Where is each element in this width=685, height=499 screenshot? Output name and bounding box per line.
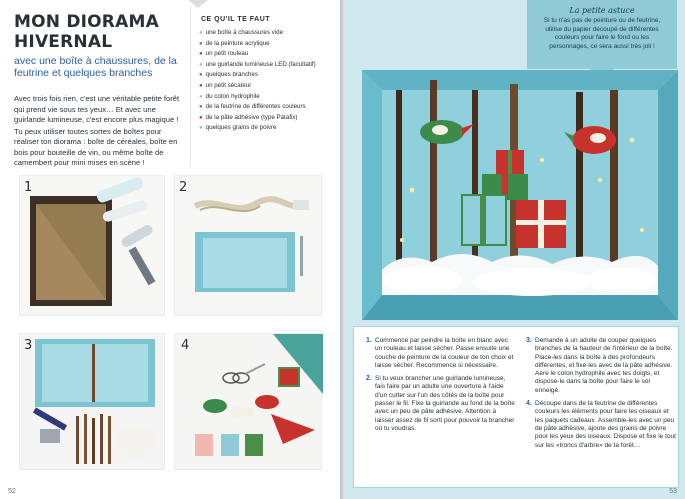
left-page [0, 0, 340, 499]
step-photo-1 [19, 175, 165, 316]
instruction-step [366, 337, 516, 370]
felt-cutouts-illustration [175, 334, 323, 471]
material-item: ● un petit rouleau [199, 49, 319, 60]
step-number: 3. [526, 337, 532, 344]
finished-diorama-photo [362, 70, 678, 320]
material-item: ● de la feutrine de différentes couleurs [199, 102, 319, 113]
page-title: MON DIORAMA HIVERNAL [14, 12, 159, 52]
materials-heading: CE QU'IL TE FAUT [201, 16, 271, 23]
step-photo-3 [19, 333, 165, 470]
step-photo-number: 1 [24, 180, 33, 195]
step-text: Commence par peindre la boîte en blanc avec un rouleau et laisse sécher. Passe ensuite une couche de peinture de la couleur de ton choix et laisse sécher. Recommence si nécessaire. [375, 337, 514, 369]
step-photo-number: 4 [181, 338, 190, 353]
materials-tab-decoration [188, 0, 208, 8]
step-number: 1. [366, 337, 372, 344]
step-photo-number: 2 [179, 180, 188, 195]
step-text: Demande à un adulte de couper quelques branches de la hauteur de l'intérieur de la boîte. Place-les dans la boîte à des profondeurs différentes, et fixe-les avec de la pâte adhésive. Aère le coton hydrophile avec tes doigts, et dispose-le dans la boîte pour faire le sol enneigé. [535, 337, 673, 394]
instructions-box [353, 326, 679, 488]
right-page [345, 0, 685, 499]
intro-text [14, 94, 184, 170]
instruction-step [526, 400, 676, 450]
painting-box-illustration [20, 176, 166, 317]
material-item: ● quelques branches [199, 70, 319, 81]
materials-box [190, 6, 320, 166]
step-photo-4 [174, 333, 322, 470]
instructions-column-1 [366, 337, 516, 438]
page-number: 52 [8, 488, 16, 495]
step-text: Découpe dans de la feutrine de différentes couleurs les éléments pour faire les oiseaux et les paquets cadeaux. Assemble-les avec un peu de pâte adhésive, ajoute des grains de poivre pour les yeux des oiseaux. Dispose et fixe le tout sur les «troncs d'arbre» de ta forêt… [535, 400, 676, 449]
tip-text: Si tu n'as pas de peinture ou de feutrine, utilise du papier découpé de différentes couleurs pour faire le fond ou les personnages, ce sera aussi très joli ! [543, 17, 661, 50]
material-item: ● de la peinture acrylique [199, 39, 319, 50]
intro-paragraph-1: Avec trois fois rien, c'est une véritable petite forêt qui prend vie sous tes yeux… Et avec une guirlande lumineuse, c'est encore plus magique ! [14, 94, 180, 124]
page-subtitle: avec une boîte à chaussures, de la feutrine et quelques branches [14, 55, 177, 79]
material-item: ● une guirlande lumineuse LED (facultatif) [199, 60, 319, 71]
step-number: 4. [526, 400, 532, 408]
instruction-step [366, 375, 516, 433]
materials-list [199, 28, 319, 134]
intro-paragraph-2: Tu peux utiliser toutes sortes de boîtes pour réaliser ton diorama : boîte de céréales, boîte en bois pour bouteille de vin, ou même boîte de camembert pour mini mises en scène ! [14, 126, 178, 167]
material-item: ● quelques grains de poivre [199, 123, 319, 134]
material-item: ● une boîte à chaussures vide [199, 28, 319, 39]
step-text: Si tu veux brancher une guirlande lumineuse, fais faire par un adulte une ouverture à l'aide d'un cutter sur l'un des côtés de la boîte pour passer le fil. Fixe la guirlande au fond de la boîte avec un peu de pâte adhésive. Attention à laisser assez de fil sorti pour pouvoir la brancher où tu voudras. [375, 375, 515, 432]
step-photo-2 [174, 175, 322, 316]
step-photo-number: 3 [24, 338, 33, 353]
material-item: ● un petit sécateur [199, 81, 319, 92]
page-number: 53 [669, 488, 677, 495]
instructions-column-2 [526, 337, 676, 455]
instruction-step [526, 337, 676, 395]
material-item: ● de la pâte adhésive (type Patafix) [199, 113, 319, 124]
branches-illustration [20, 334, 166, 471]
tip-heading: La petite astuce [569, 6, 635, 15]
step-number: 2. [366, 375, 372, 383]
teal-box-illustration [175, 176, 323, 317]
material-item: ● du coton hydrophile [199, 92, 319, 103]
